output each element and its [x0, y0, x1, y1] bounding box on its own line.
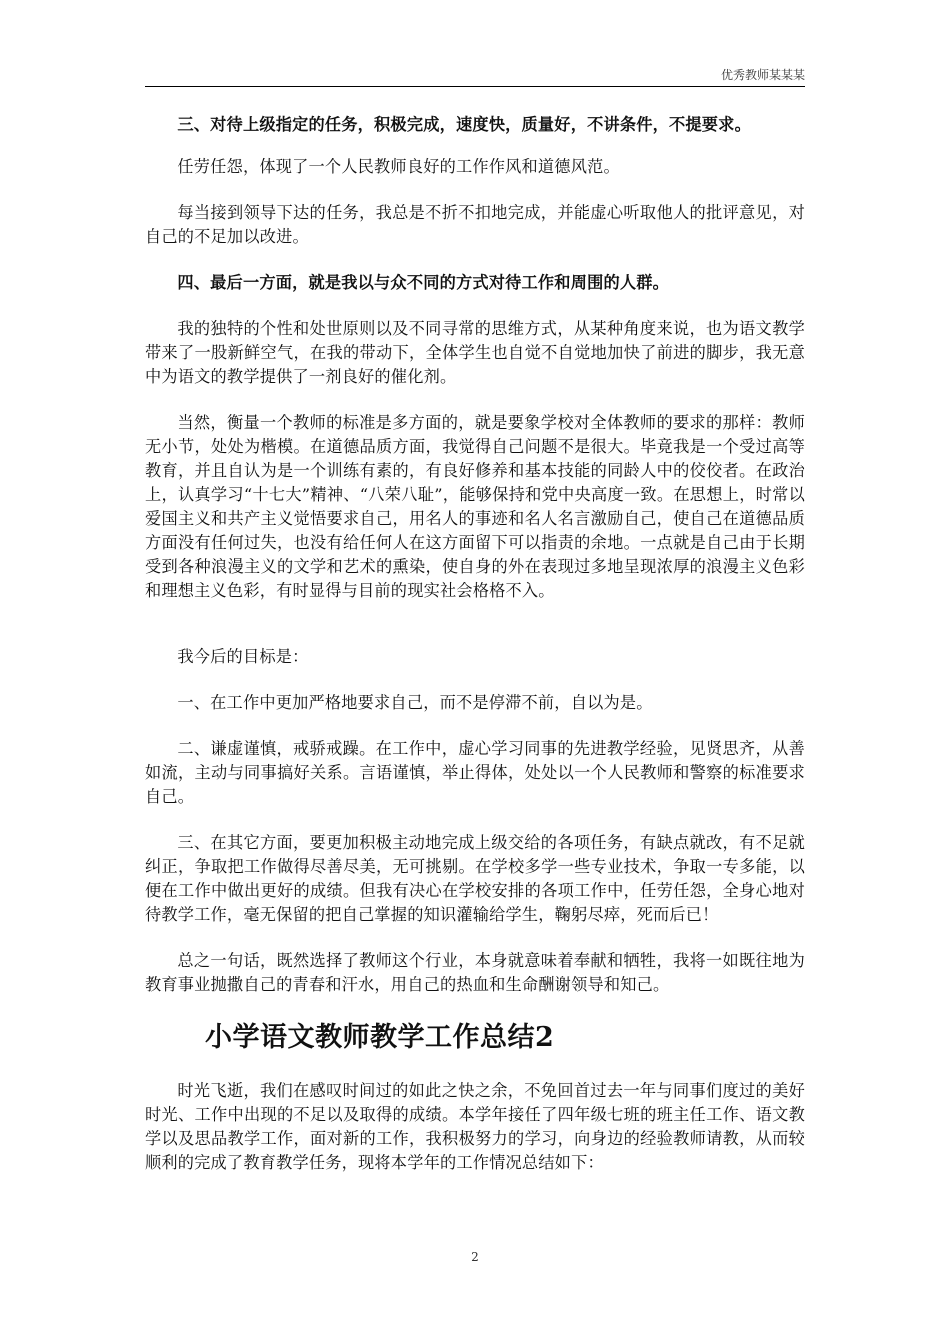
paragraph-gap	[145, 137, 805, 155]
paragraph: 当然，衡量一个教师的标准是多方面的，就是要象学校对全体教师的要求的那样：教师无小节，处处为楷模。在道德品质方面，我觉得自己问题不是很大。毕竟我是一个受过高等教育，并且自认为是一个训练有素的，有良好修养和基本技能的同龄人中的佼佼者。在政治上，认真学习“十七大”精神、“八荣八耻”，能够保持和党中央高度一致。在思想上，时常以爱国主义和共产主义觉悟要求自己，用名人的事迹和名人名言激励自己，使自己在道德品质方面没有任何过失，也没有给任何人在这方面留下可以指责的余地。一点就是自己由于长期受到各种浪漫主义的文学和艺术的熏染，使自身的外在表现过多地呈现浓厚的浪漫主义色彩和理想主义色彩，有时显得与目前的现实社会格格不入。	[145, 413, 805, 600]
paragraph-goals-intro: 我今后的目标是：	[177, 647, 309, 666]
paragraph-gap	[145, 997, 805, 1019]
section-title: 小学语文教师教学工作总结2	[205, 1022, 555, 1053]
paragraph-gap	[145, 1057, 805, 1079]
paragraph: 任劳任怨，体现了一个人民教师良好的工作作风和道德风范。	[177, 157, 620, 176]
paragraph-gap	[145, 179, 805, 201]
paragraph-conclusion: 总之一句话，既然选择了教师这个行业，本身就意味着奉献和牺牲，我将一如既往地为教育事业抛撒自己的青春和汗水，用自己的热血和生命酬谢领导和知己。	[145, 951, 805, 994]
paragraph-gap	[145, 603, 805, 645]
document-body	[145, 113, 805, 1175]
paragraph-gap	[145, 389, 805, 411]
paragraph: 我的独特的个性和处世原则以及不同寻常的思维方式，从某种角度来说，也为语文教学带来了一股新鲜空气，在我的带动下，全体学生也自觉不自觉地加快了前进的脚步，我无意中为语文的教学提供了一剂良好的催化剂。	[145, 319, 805, 386]
paragraph-heading-4: 四、最后一方面，就是我以与众不同的方式对待工作和周围的人群。	[177, 273, 670, 292]
paragraph-gap	[145, 715, 805, 737]
header-rule	[145, 86, 805, 87]
paragraph-gap	[145, 249, 805, 271]
paragraph-heading-3: 三、对待上级指定的任务，积极完成，速度快，质量好，不讲条件，不提要求。	[177, 115, 751, 134]
paragraph: 每当接到领导下达的任务，我总是不折不扣地完成，并能虚心听取他人的批评意见，对自己的不足加以改进。	[145, 203, 805, 246]
paragraph-gap	[145, 809, 805, 831]
paragraph-gap	[145, 669, 805, 691]
paragraph-goal-3: 三、在其它方面，要更加积极主动地完成上级交给的各项任务，有缺点就改，有不足就纠正，争取把工作做得尽善尽美，无可挑剔。在学校多学一些专业技术，争取一专多能，以便在工作中做出更好的成绩。但我有决心在学校安排的各项工作中，任劳任怨，全身心地对待教学工作，毫无保留的把自己掌握的知识灌输给学生，鞠躬尽瘁，死而后已！	[145, 833, 805, 924]
intro-paragraph: 时光飞逝，我们在感叹时间过的如此之快之余，不免回首过去一年与同事们度过的美好时光、工作中出现的不足以及取得的成绩。本学年接任了四年级七班的班主任工作、语文教学以及思品教学工作，面对新的工作，我积极努力的学习，向身边的经验教师请教，从而较顺利的完成了教育教学任务，现将本学年的工作情况总结如下：	[145, 1081, 805, 1172]
paragraph-gap	[145, 295, 805, 317]
header-author: 优秀教师某某某	[720, 68, 805, 82]
paragraph-goal-2: 二、谦虚谨慎，戒骄戒躁。在工作中，虚心学习同事的先进教学经验，见贤思齐，从善如流，主动与同事搞好关系。言语谨慎，举止得体，处处以一个人民教师和警察的标准要求自己。	[145, 739, 805, 806]
paragraph-gap	[145, 927, 805, 949]
page-number: 2	[471, 1250, 479, 1264]
paragraph-goal-1: 一、在工作中更加严格地要求自己，而不是停滞不前，自以为是。	[177, 693, 653, 712]
